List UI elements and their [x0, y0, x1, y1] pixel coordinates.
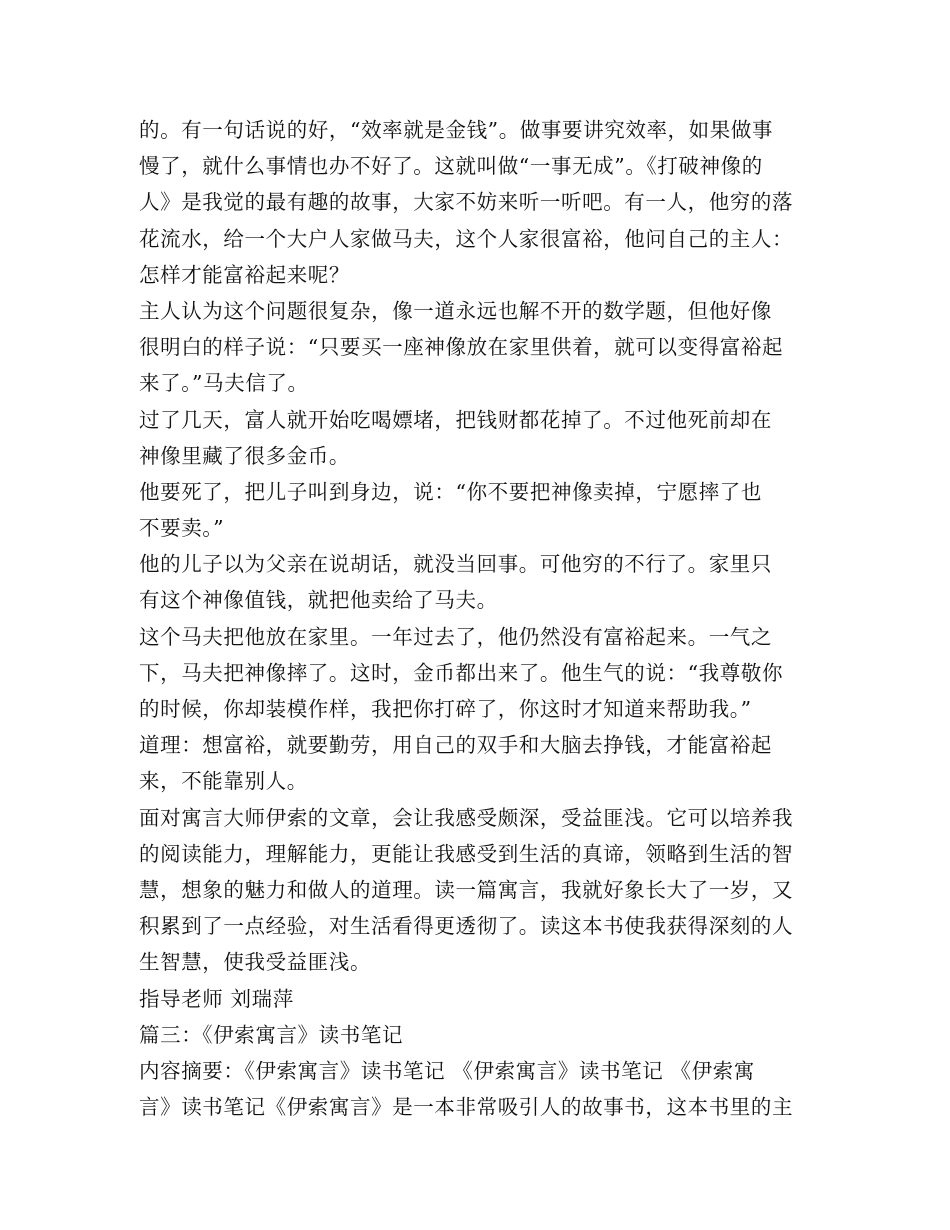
- text-line: 言》读书笔记《伊索寓言》是一本非常吸引人的故事书，这本书里的主: [139, 1095, 794, 1120]
- text-line: 他要死了，把儿子叫到身边，说：“你不要把神像卖掉，宁愿摔了也: [139, 479, 762, 504]
- text-line: 花流水，给一个大户人家做马夫，这个人家很富裕，他问自己的主人：: [139, 226, 794, 251]
- text-line: 下，马夫把神像摔了。这时，金币都出来了。他生气的说：“我尊敬你: [139, 660, 784, 685]
- text-line: 他的儿子以为父亲在说胡话，就没当回事。可他穷的不行了。家里只: [139, 552, 772, 577]
- text-line: 内容摘要：《伊索寓言》读书笔记 《伊索寓言》读书笔记 《伊索寓: [139, 1058, 755, 1083]
- text-line: 指导老师 刘瑞萍: [139, 986, 294, 1011]
- text-line: 主人认为这个问题很复杂，像一道永远也解不开的数学题，但他好像: [139, 298, 772, 323]
- text-line: 生智慧，使我受益匪浅。: [139, 950, 372, 975]
- text-line: 不要卖。”: [139, 516, 225, 541]
- body-text: [139, 112, 819, 1125]
- text-line: 神像里藏了很多金币。: [139, 443, 350, 468]
- text-line: 人》是我觉的最有趣的故事，大家不妨来听一听吧。有一人，他穷的落: [139, 190, 794, 215]
- text-line: 怎样才能富裕起来呢？: [139, 262, 350, 287]
- text-line: 的阅读能力，理解能力，更能让我感受到生活的真谛，领略到生活的智: [139, 841, 794, 866]
- text-line: 慢了，就什么事情也办不好了。这就叫做“一事无成”。《打破神像的: [139, 154, 763, 179]
- text-line: 慧，想象的魅力和做人的道理。读一篇寓言，我就好象长大了一岁，又: [139, 877, 794, 902]
- text-line: 有这个神像值钱，就把他卖给了马夫。: [139, 588, 498, 613]
- text-line: 的。有一句话说的好，“效率就是金钱”。做事要讲究效率，如果做事: [139, 118, 774, 142]
- text-line: 来，不能靠别人。: [139, 769, 308, 794]
- text-line: 很明白的样子说：“只要买一座神像放在家里供着，就可以变得富裕起: [139, 335, 784, 360]
- text-line: 过了几天，富人就开始吃喝嫖堵，把钱财都花掉了。不过他死前却在: [139, 407, 772, 432]
- text-line: 道理：想富裕，就要勤劳，用自己的双手和大脑去挣钱，才能富裕起: [139, 733, 772, 758]
- text-line: 的时候，你却装模作样，我把你打碎了，你这时才知道来帮助我。”: [139, 697, 752, 721]
- text-line: 这个马夫把他放在家里。一年过去了，他仍然没有富裕起来。一气之: [139, 624, 772, 649]
- text-line: 面对寓言大师伊索的文章，会让我感受颇深，受益匪浅。它可以培养我: [139, 805, 794, 830]
- text-line: 篇三：《伊索寓言》读书笔记: [139, 1022, 404, 1047]
- text-line: 来了。”马夫信了。: [139, 371, 309, 396]
- text-line: 积累到了一点经验，对生活看得更透彻了。读这本书使我获得深刻的人: [139, 914, 794, 939]
